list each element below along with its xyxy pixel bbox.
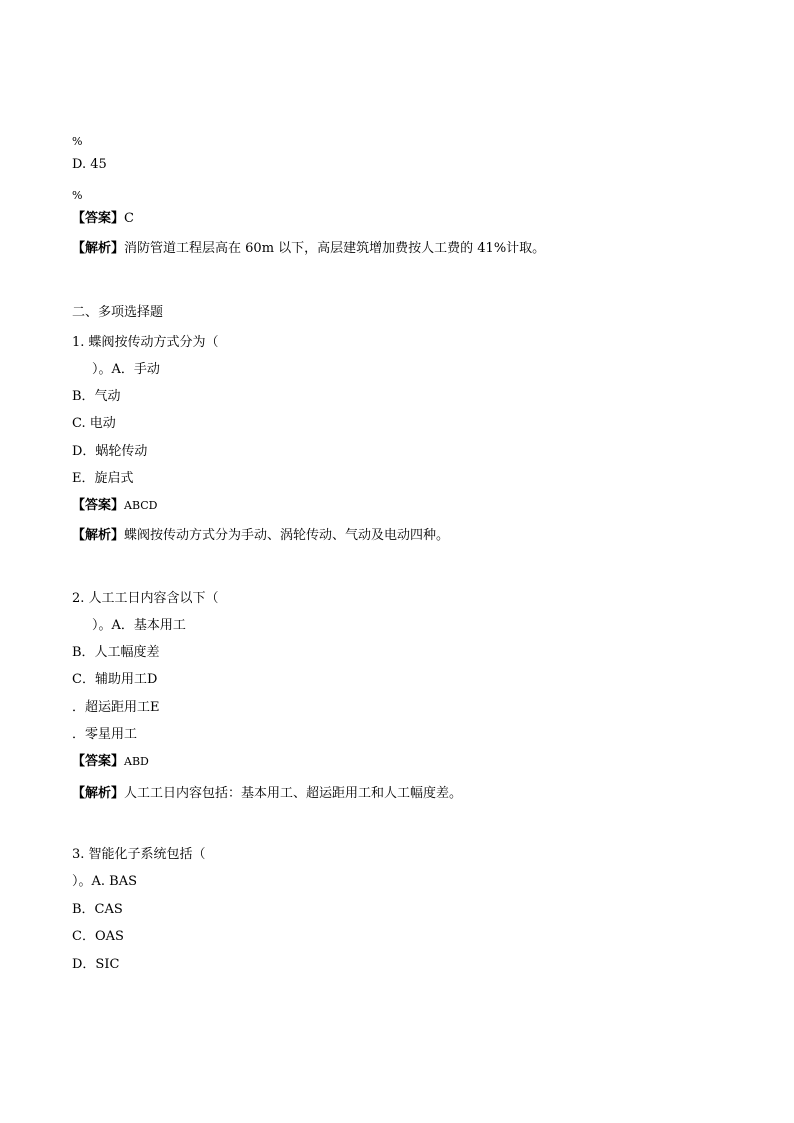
option-d: D. 45 [72,157,107,172]
question-stem: 3. 智能化子系统包括（ [72,847,206,862]
analysis-label: 【解析】 [72,528,125,543]
answer-line [72,211,134,227]
question-stem: 1. 蝶阀按传动方式分为（ [72,335,219,350]
analysis-line [72,528,449,544]
option-d: ．超运距用工E [72,700,160,715]
answer-line [72,754,149,770]
answer-label: 【答案】 [72,211,125,226]
answer-value: ABCD [124,499,158,512]
analysis-text: 人工工日内容包括：基本用工、超运距用工和人工幅度差。 [124,786,463,801]
analysis-line [72,241,545,257]
percent-sign: % [72,189,83,202]
analysis-text: 蝶阀按传动方式分为手动、涡轮传动、气动及电动四种。 [124,528,450,543]
option-c: C. 电动 [72,416,116,431]
analysis-label: 【解析】 [72,786,125,801]
question-stem-continued: ）。A. BAS [72,874,138,889]
option-c: C．OAS [72,929,124,944]
answer-value: C [124,211,134,226]
option-c: C．辅助用工D [72,672,158,687]
option-b: B．人工幅度差 [72,645,160,660]
percent-sign: % [72,135,83,148]
option-e: E．旋启式 [72,471,134,486]
question-stem-continued: ）。A．手动 [92,362,160,377]
answer-value: ABD [124,755,149,768]
option-d: D．蜗轮传动 [72,444,148,459]
answer-label: 【答案】 [72,498,125,513]
option-e: ．零星用工 [72,727,138,742]
analysis-text: 消防管道工程层高在 60m 以下，高层建筑增加费按人工费的 41%计取。 [124,241,546,256]
answer-line [72,498,157,514]
option-d: D．SIC [72,957,120,972]
answer-label: 【答案】 [72,754,125,769]
section-title: 二、多项选择题 [72,305,164,320]
option-b: B．气动 [72,389,121,404]
analysis-line [72,786,462,802]
analysis-label: 【解析】 [72,241,125,256]
option-b: B．CAS [72,902,123,917]
question-stem-continued: ）。A．基本用工 [92,618,186,633]
question-stem: 2. 人工工日内容含以下（ [72,591,219,606]
